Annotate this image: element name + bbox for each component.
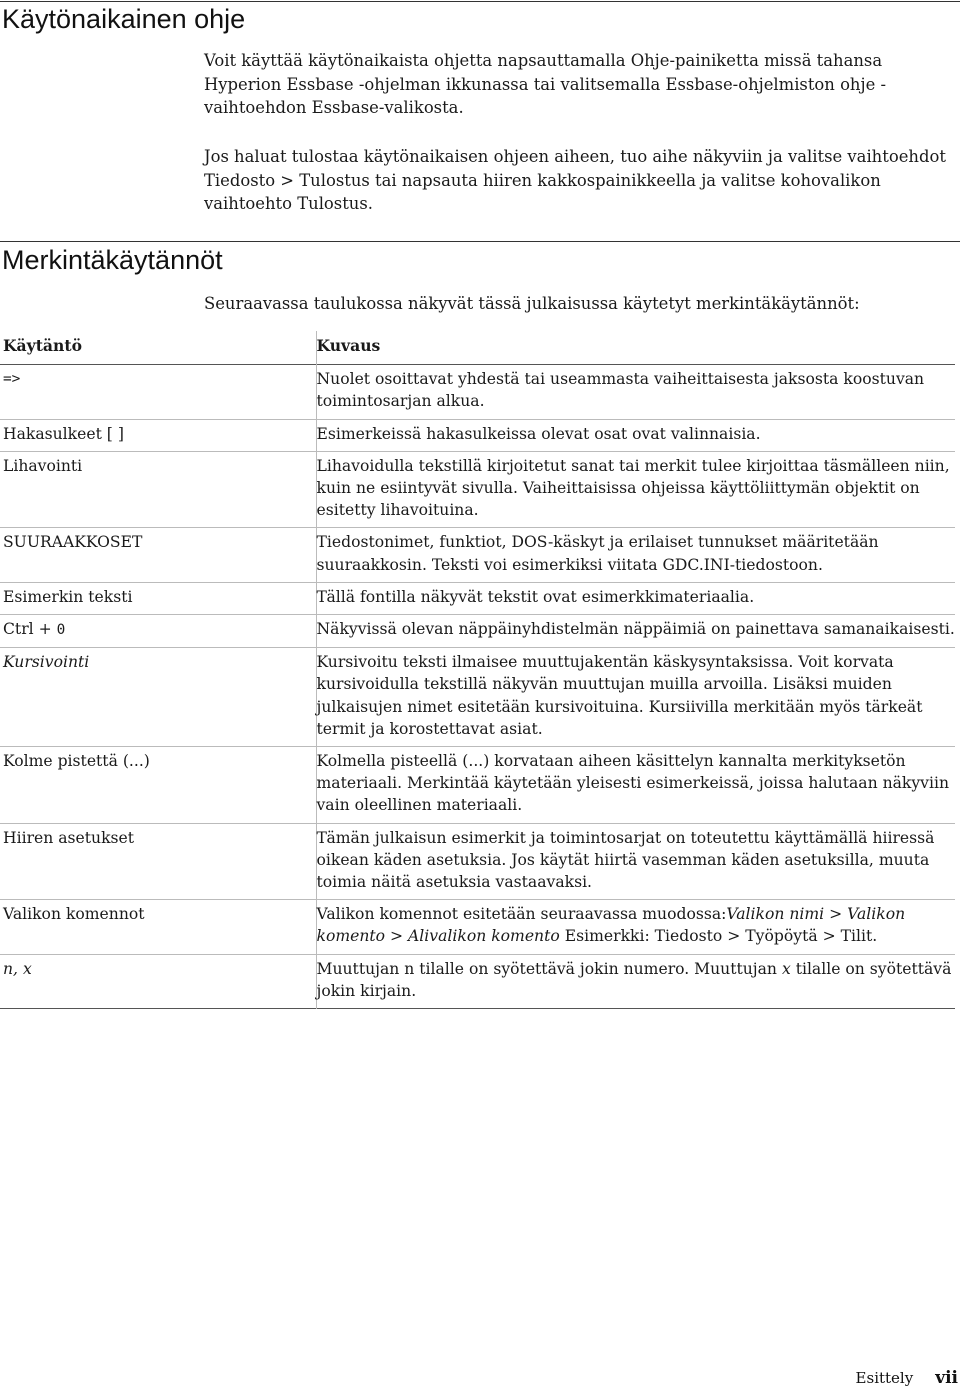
convention-cell: Hakasulkeet [ ] [0, 419, 316, 451]
description-text: tilalle on syötettävä jokin kirjain. [316, 959, 952, 1000]
table-row [0, 528, 955, 582]
description-text: Valikon komennot esitetään seuraavassa muodossa: [316, 905, 727, 924]
conventions-table [0, 331, 955, 1009]
conventions-intro: Seuraavassa taulukossa näkyvät tässä julkaisussa käytetyt merkintäkäytännöt: [204, 294, 860, 313]
table-header-row [0, 331, 955, 365]
table-row [0, 900, 955, 954]
menu-name-example: Valikon nimi [726, 905, 825, 924]
description-cell: Tällä fontilla näkyvät tekstit ovat esimerkkimateriaalia. [316, 587, 755, 606]
description-example: Esimerkki: Tiedosto > Työpöytä > Tilit. [559, 927, 878, 946]
description-text: Muuttujan n tilalle on syötettävä jokin numero. Muuttujan [316, 959, 782, 978]
description-cell [316, 900, 955, 954]
page-footer [856, 1368, 958, 1388]
help-paragraph-2: Jos haluat tulostaa käytönaikaisen ohjeen aiheen, tuo aihe näkyviin ja valitse vaihtoehdot Tiedosto > Tulostus tai napsauta hiiren kakkospainikkeella ja valitse kohovalikon vaihtoehto Tulostus. [204, 147, 946, 213]
key-digit: 0 [56, 622, 66, 639]
description-cell: Kursivoitu teksti ilmaisee muuttujakentän käskysyntaksissa. Voit korvata kursivoidulla tekstillä näkyvän muuttujan muilla arvoilla. Lisäksi muiden julkaisujen nimet esitetään kursivoituina. Kursiivilla merkitään myös tärkeät termit ja korostettavat asiat. [316, 653, 923, 738]
heading-online-help: Käytönaikainen ohje [2, 4, 246, 34]
top-rule [0, 1, 960, 2]
description-cell: Kolmella pisteellä (...) korvataan aiheen käsittelyn kannalta merkityksetön materiaali. Merkintää käytetään yleisesti esimerkeissä, joissa halutaan näkyviin vain oleellinen materiaali. [316, 752, 950, 815]
section-rule [0, 241, 960, 242]
convention-cell: => [0, 365, 316, 419]
description-cell: Näkyvissä olevan näppäinyhdistelmän näppäimiä on painettava samanaikaisesti. [316, 620, 955, 639]
header-convention: Käytäntö [0, 331, 316, 365]
convention-cell: Valikon komennot [0, 900, 316, 954]
table-row [0, 451, 955, 528]
menu-command-example: Valikon komento [316, 905, 906, 946]
convention-cell: Kursivointi [0, 648, 316, 747]
convention-cell: Lihavointi [0, 451, 316, 528]
description-cell: Tiedostonimet, funktiot, DOS-käskyt ja erilaiset tunnukset määritetään suuraakkosin. Teksti voi esimerkiksi viitata GDC.INI-tiedostoon. [316, 533, 879, 574]
help-paragraph-1: Voit käyttää käytönaikaista ohjetta napsauttamalla Ohje-painiketta missä tahansa Hyperion Essbase -ohjelman ikkunassa tai valitsemalla Essbase-ohjelmiston ohje -vaihtoehdon Essbase-valikosta. [204, 51, 887, 117]
description-cell [316, 954, 955, 1008]
key-name: Ctrl + [3, 620, 57, 639]
table-row [0, 747, 955, 824]
convention-cell: Esimerkin teksti [0, 582, 316, 614]
table-row [0, 365, 955, 419]
convention-cell [0, 615, 316, 648]
description-cell: Tämän julkaisun esimerkit ja toimintosarjat on toteutettu käyttämällä hiiressä oikean käden asetuksia. Jos käytät hiirtä vasemman käden asetuksilla, muuta toimia näitä asetuksia vastaavaksi. [316, 828, 935, 892]
description-cell: Nuolet osoittavat yhdestä tai useammasta vaiheittaisesta jaksosta koostuvan toimintosarjan alkua. [316, 370, 925, 411]
convention-cell: Hiiren asetukset [0, 823, 316, 900]
variable-x: x [781, 959, 791, 978]
description-cell: Esimerkeissä hakasulkeissa olevat osat ovat valinnaisia. [316, 424, 761, 443]
convention-cell: SUURAAKKOSET [0, 528, 316, 582]
convention-cell: n, x [0, 954, 316, 1008]
convention-cell: Kolme pistettä (...) [0, 747, 316, 824]
table-row [0, 648, 955, 747]
description-cell: Lihavoidulla tekstillä kirjoitetut sanat tai merkit tulee kirjoittaa täsmälleen niin, kuin ne esiintyvät sivulla. Vaiheittaisissa ohjeissa käyttöliittymän objektit on esitetty lihavoituina. [316, 456, 950, 520]
table-row [0, 419, 955, 451]
submenu-command-example: Alivalikon komento [408, 927, 560, 946]
page-number: vii [935, 1368, 958, 1388]
footer-section-name: Esittely [855, 1369, 914, 1387]
table-row [0, 823, 955, 900]
separator: > [385, 927, 409, 946]
table-row [0, 954, 955, 1008]
table-row [0, 615, 955, 648]
separator: > [824, 905, 848, 924]
heading-conventions: Merkintäkäytännöt [2, 245, 223, 275]
table-row [0, 582, 955, 614]
header-description: Kuvaus [316, 336, 381, 355]
